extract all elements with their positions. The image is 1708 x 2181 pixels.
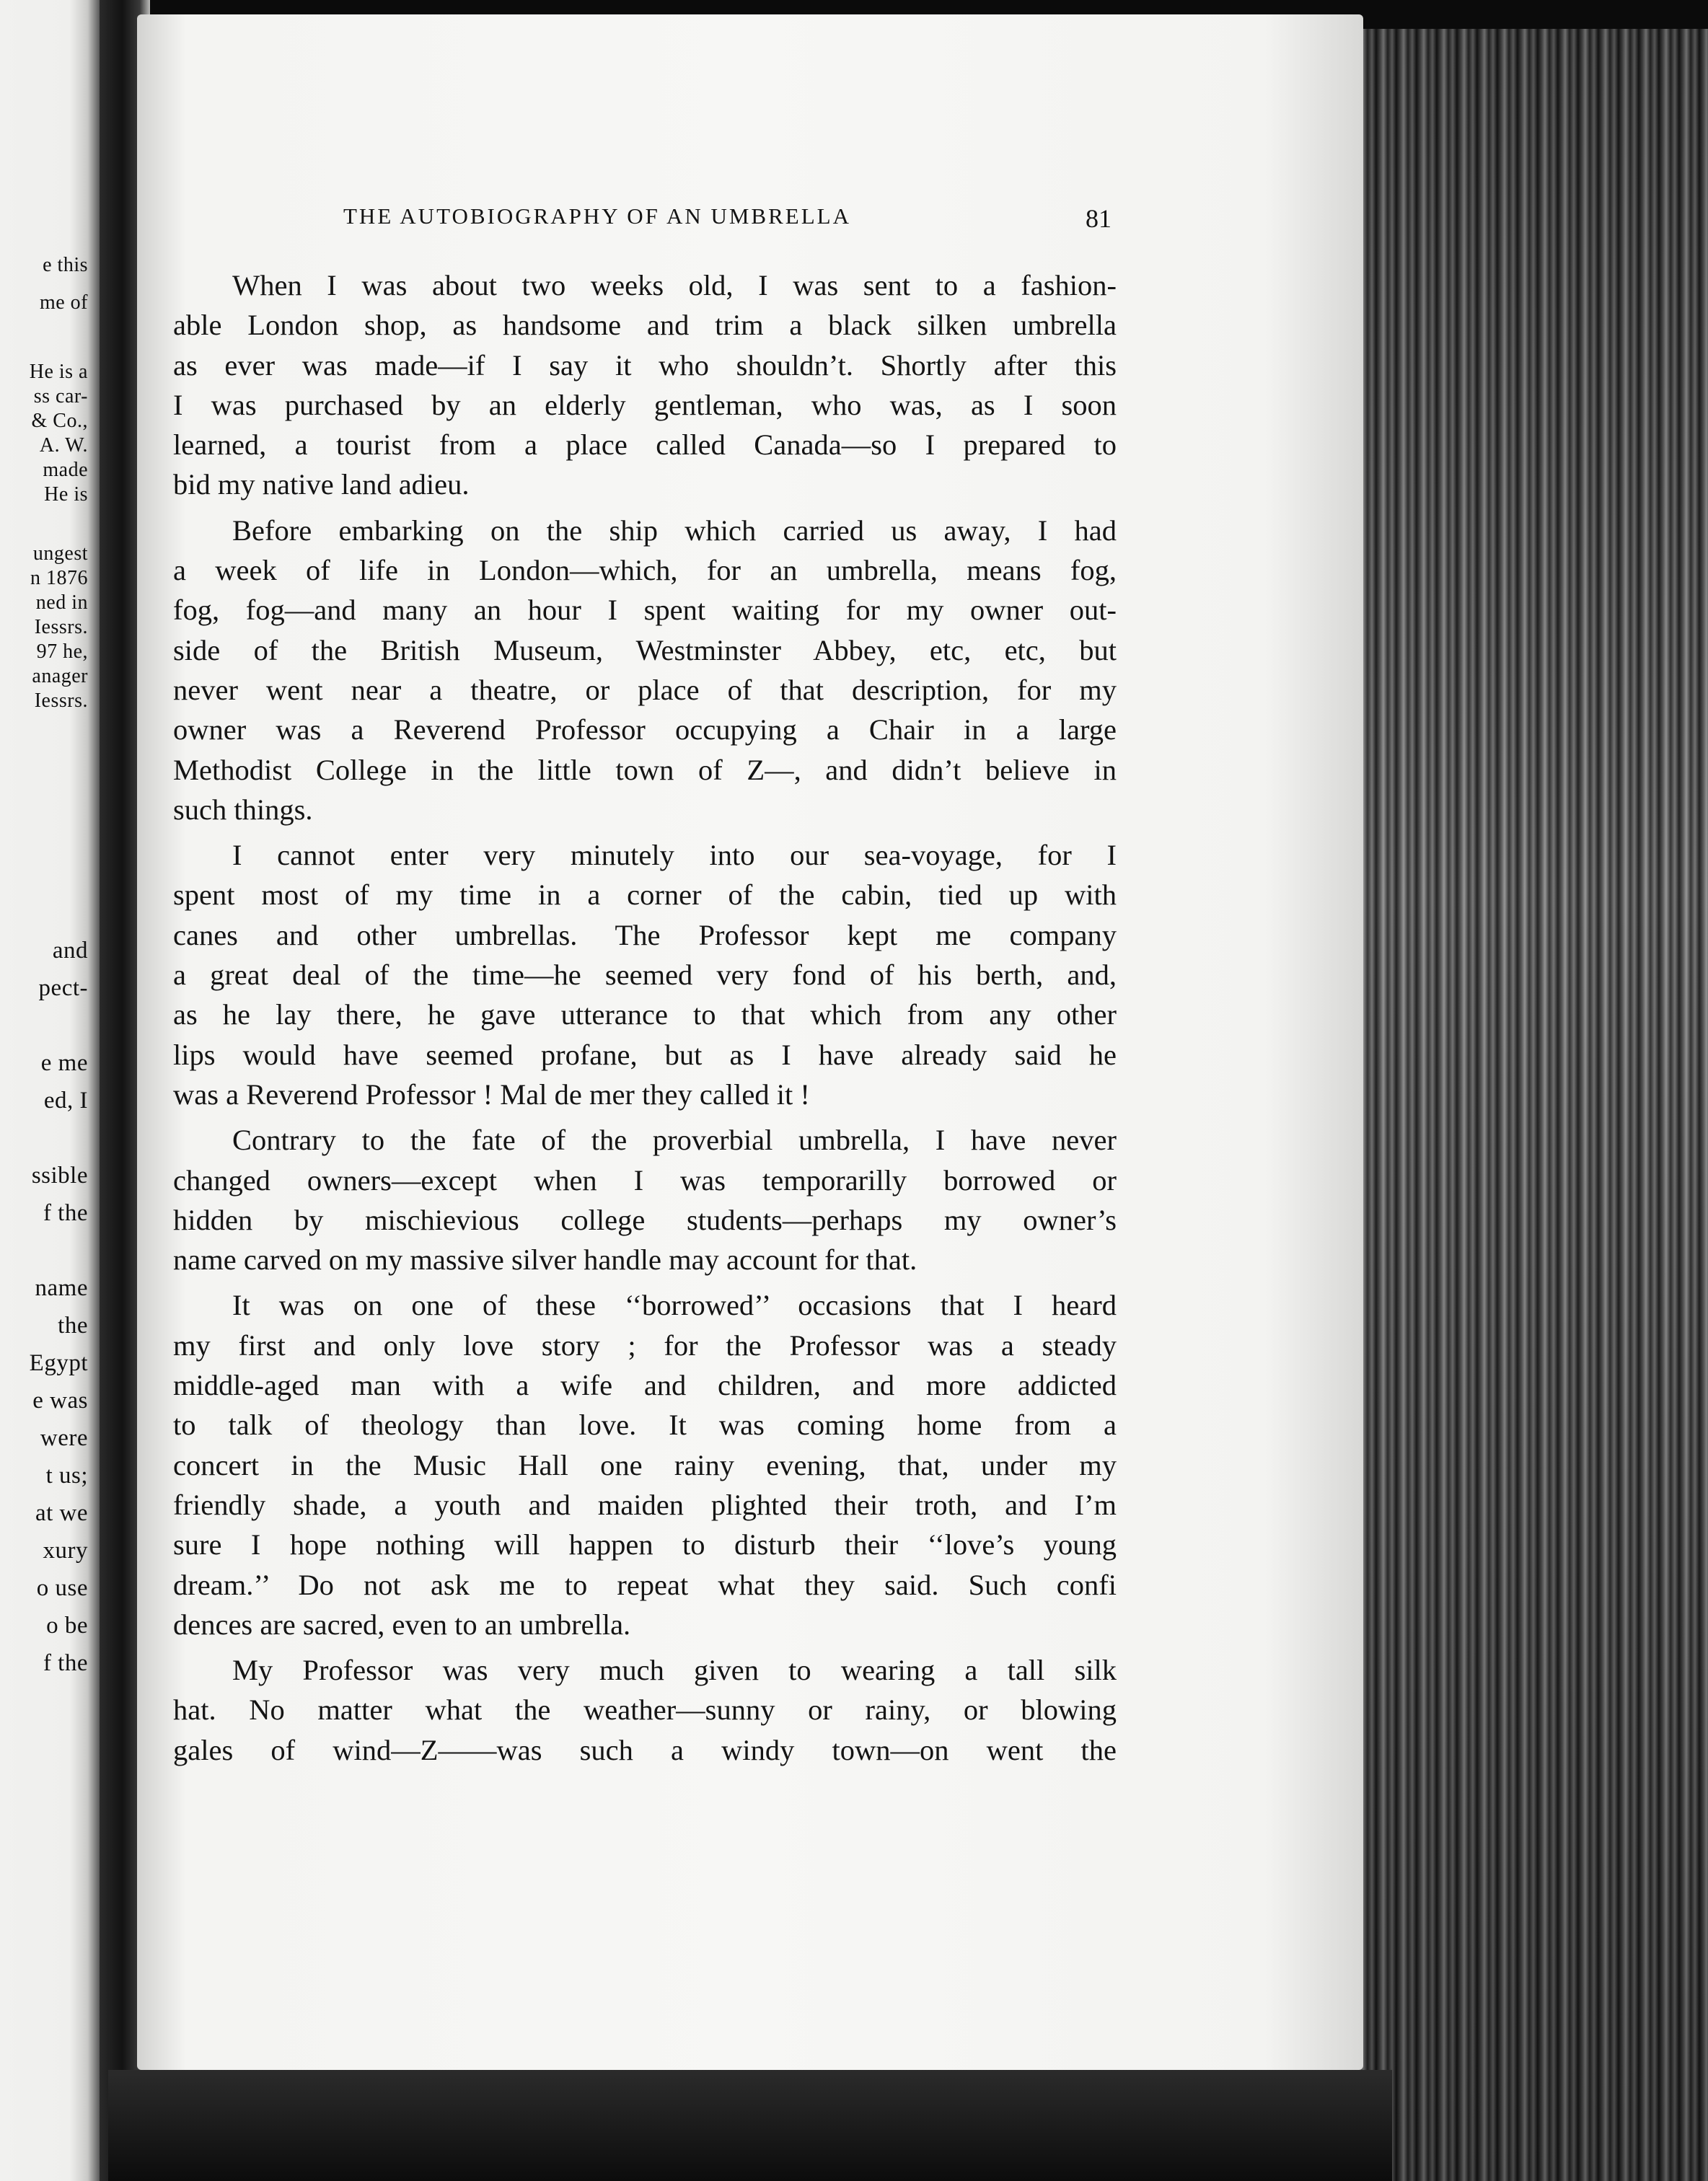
left-page-fragment: Iessrs. bbox=[34, 616, 88, 638]
bottom-shadow bbox=[108, 2070, 1392, 2181]
text-line: hidden by mischievious college students—perhaps my owner’s bbox=[173, 1203, 1117, 1236]
text-line: Methodist College in the little town of Z—, and didn’t believe in bbox=[173, 753, 1117, 786]
text-line: able London shop, as handsome and trim a black silken umbrella bbox=[173, 309, 1117, 342]
page-edges-shade bbox=[1356, 29, 1708, 2181]
left-page-fragment: A. W. bbox=[39, 434, 88, 457]
left-page-fragment: me of bbox=[39, 291, 88, 314]
left-page-fragment: ed, I bbox=[43, 1088, 88, 1114]
text-line: was a Reverend Professor ! Mal de mer they called it ! bbox=[173, 1078, 810, 1111]
left-page-fragment: Egypt bbox=[29, 1350, 88, 1376]
text-line: I cannot enter very minutely into our sea-voyage, for I bbox=[232, 839, 1117, 872]
left-page-fragment: He is a bbox=[29, 361, 88, 383]
left-page-fragment: f the bbox=[43, 1650, 88, 1676]
left-page-fragment: & Co., bbox=[31, 410, 88, 432]
left-page-fragment: ungest bbox=[32, 542, 88, 565]
text-line: middle-aged man with a wife and children, and more addicted bbox=[173, 1369, 1117, 1402]
left-page-fragment: e was bbox=[32, 1388, 88, 1414]
text-line: lips would have seemed profane, but as I have already said he bbox=[173, 1038, 1117, 1071]
text-line: as ever was made—if I say it who shouldn’t. Shortly after this bbox=[173, 348, 1117, 382]
running-head: THE AUTOBIOGRAPHY OF AN UMBRELLA bbox=[343, 203, 851, 229]
text-line: such things. bbox=[173, 793, 313, 826]
text-line: canes and other umbrellas. The Professor kept me company bbox=[173, 918, 1117, 951]
text-line: as he lay there, he gave utterance to that which from any other bbox=[173, 998, 1117, 1031]
body-text bbox=[173, 265, 1117, 1776]
paragraph bbox=[173, 1285, 1117, 1644]
text-line: fog, fog—and many an hour I spent waiting for my owner out- bbox=[173, 594, 1117, 627]
text-line: Before embarking on the ship which carried us away, I had bbox=[232, 514, 1117, 547]
left-page-fragment: He is bbox=[44, 483, 88, 506]
text-line: I was purchased by an elderly gentleman, who was, as I soon bbox=[173, 388, 1117, 421]
left-page-fragment: 97 he, bbox=[36, 640, 88, 663]
text-line: concert in the Music Hall one rainy evening, that, under my bbox=[173, 1448, 1117, 1481]
text-line: dream.’’ Do not ask me to repeat what they said. Such confi bbox=[173, 1568, 1117, 1601]
text-line: hat. No matter what the weather—sunny or rainy, or blowing bbox=[173, 1693, 1117, 1727]
text-line: a week of life in London—which, for an umbrella, means fog, bbox=[173, 554, 1117, 587]
paragraph bbox=[173, 835, 1117, 1114]
text-line: to talk of theology than love. It was coming home from a bbox=[173, 1409, 1117, 1442]
left-page-fragment: made bbox=[43, 459, 88, 481]
left-page-fragment: the bbox=[58, 1313, 88, 1339]
paragraph bbox=[173, 511, 1117, 829]
left-page-fragment: pect- bbox=[38, 975, 88, 1001]
text-line: sure I hope nothing will happen to disturb their ‘‘love’s young bbox=[173, 1528, 1117, 1561]
text-line: My Professor was very much given to wearing a tall silk bbox=[232, 1654, 1117, 1687]
left-page-fragment: and bbox=[52, 938, 88, 964]
previous-page-sliver bbox=[0, 0, 100, 2181]
left-page-fragment: f the bbox=[43, 1200, 88, 1226]
left-page-fragment: n 1876 bbox=[30, 567, 88, 589]
left-page-fragment: t us; bbox=[45, 1463, 88, 1489]
text-line: gales of wind—Z——was such a windy town—on went the bbox=[173, 1733, 1117, 1766]
left-page-fragment: were bbox=[40, 1425, 88, 1451]
left-page-fragment: e me bbox=[40, 1050, 88, 1076]
left-page-fragment: ss car- bbox=[33, 385, 88, 407]
text-line: never went near a theatre, or place of that description, for my bbox=[173, 673, 1117, 706]
text-line: dences are sacred, even to an umbrella. bbox=[173, 1608, 631, 1641]
text-line: spent most of my time in a corner of the cabin, tied up with bbox=[173, 878, 1117, 912]
left-page-fragment: ssible bbox=[31, 1163, 88, 1189]
text-line: my first and only love story ; for the Professor was a steady bbox=[173, 1329, 1117, 1362]
text-line: bid my native land adieu. bbox=[173, 468, 470, 501]
text-line: friendly shade, a youth and maiden plighted their troth, and I’m bbox=[173, 1488, 1117, 1521]
text-line: learned, a tourist from a place called Canada—so I prepared to bbox=[173, 428, 1117, 462]
left-page-fragment: anager bbox=[32, 665, 88, 687]
text-line: When I was about two weeks old, I was sent to a fashion- bbox=[232, 269, 1117, 301]
left-page-fragment: Iessrs. bbox=[34, 689, 88, 712]
text-line: Contrary to the fate of the proverbial umbrella, I have never bbox=[232, 1124, 1117, 1157]
left-page-fragment: o be bbox=[46, 1613, 88, 1639]
left-page-fragment: xury bbox=[43, 1538, 88, 1564]
left-page-fragment: at we bbox=[35, 1500, 88, 1526]
text-line: changed owners—except when I was temporarilly borrowed or bbox=[173, 1163, 1117, 1197]
text-line: name carved on my massive silver handle may account for that. bbox=[173, 1243, 917, 1277]
text-line: a great deal of the time—he seemed very fond of his berth, and, bbox=[173, 959, 1117, 992]
left-page-fragment: e this bbox=[43, 254, 88, 276]
paragraph bbox=[173, 1650, 1117, 1770]
left-page-fragment: o use bbox=[36, 1575, 88, 1601]
left-page-fragment: name bbox=[35, 1275, 88, 1301]
text-line: side of the British Museum, Westminster Abbey, etc, etc, but bbox=[173, 633, 1117, 666]
paragraph bbox=[173, 1120, 1117, 1279]
text-line: It was on one of these ‘‘borrowed’’ occasions that I heard bbox=[232, 1289, 1117, 1322]
page-number: 81 bbox=[1086, 204, 1111, 233]
left-page-fragment: ned in bbox=[35, 591, 88, 614]
paragraph bbox=[173, 265, 1117, 505]
text-line: owner was a Reverend Professor occupying a Chair in a large bbox=[173, 713, 1117, 746]
